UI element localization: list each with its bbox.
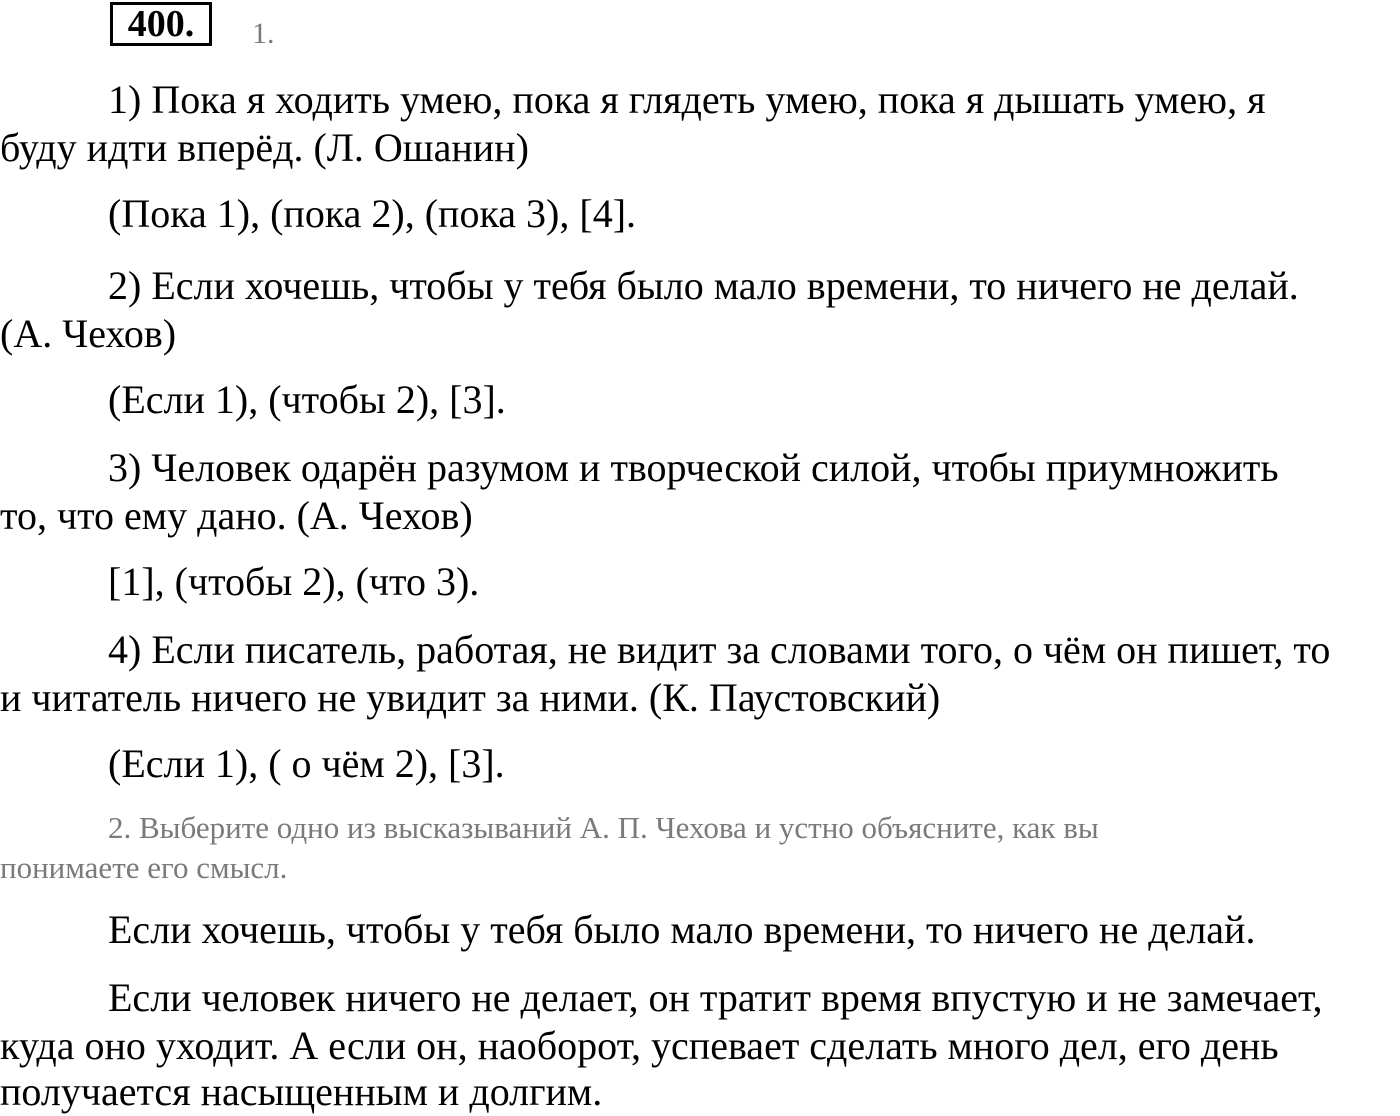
sentence-1-line-2: буду идти вперёд. (Л. Ошанин) — [0, 125, 529, 170]
sentence-3-scheme: [1], (чтобы 2), (что 3). — [108, 559, 480, 604]
exercise-number: 400. — [110, 2, 212, 46]
answer-line-3: получается насыщенным и долгим. — [0, 1069, 603, 1114]
sentence-3-line-1: 3) Человек одарён разумом и творческой силой, чтобы приумножить — [108, 445, 1279, 490]
task-1-label: 1. — [252, 17, 275, 50]
sentence-1-scheme: (Пока 1), (пока 2), (пока 3), [4]. — [108, 191, 637, 236]
sentence-3-line-2: то, что ему дано. (А. Чехов) — [0, 493, 473, 538]
answer-line-2: куда оно уходит. А если он, наоборот, успевает сделать много дел, его день — [0, 1023, 1279, 1068]
answer-line-1: Если человек ничего не делает, он тратит время впустую и не замечает, — [108, 975, 1323, 1020]
answer-quote: Если хочешь, чтобы у тебя было мало времени, то ничего не делай. — [108, 907, 1256, 952]
sentence-4-line-1: 4) Если писатель, работая, не видит за словами того, о чём он пишет, то — [108, 627, 1331, 672]
task-2-line-2: понимаете его смысл. — [0, 850, 288, 885]
sentence-1-line-1: 1) Пока я ходить умею, пока я глядеть умею, пока я дышать умею, я — [108, 77, 1266, 122]
task-2-line-1: 2. Выберите одно из высказываний А. П. Чехова и устно объясните, как вы — [108, 810, 1099, 845]
sentence-2-line-1: 2) Если хочешь, чтобы у тебя было мало времени, то ничего не делай. — [108, 263, 1299, 308]
sentence-2-line-2: (А. Чехов) — [0, 311, 177, 356]
sentence-2-scheme: (Если 1), (чтобы 2), [3]. — [108, 377, 506, 422]
sentence-4-line-2: и читатель ничего не увидит за ними. (К. Паустовский) — [0, 675, 941, 720]
sentence-4-scheme: (Если 1), ( о чём 2), [3]. — [108, 741, 505, 786]
